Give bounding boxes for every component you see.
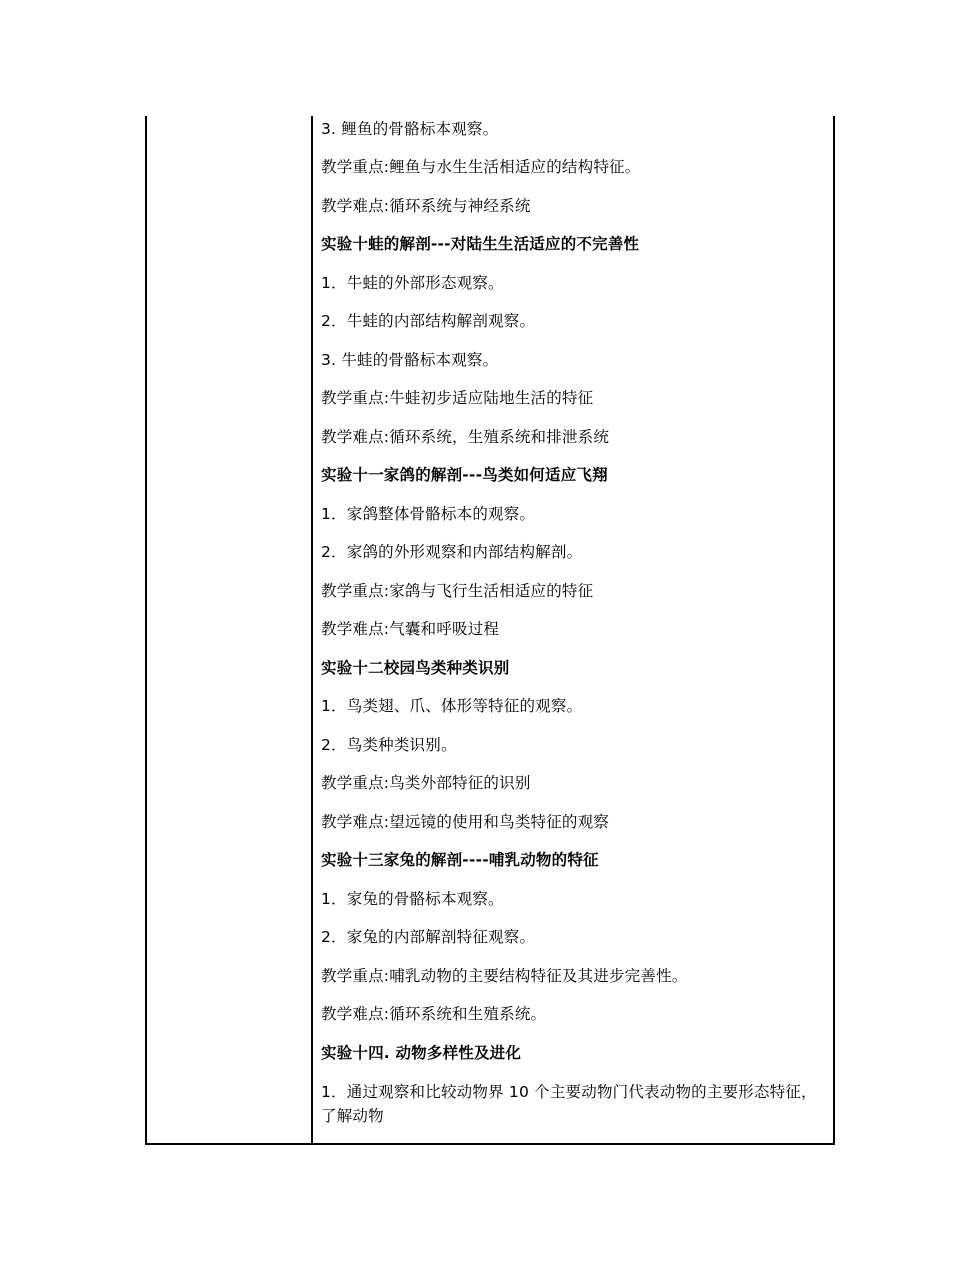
experiment-content-cell	[321, 116, 829, 1132]
text-line: 教学重点:鸟类外部特征的识别	[321, 774, 531, 792]
text-line: 教学重点:哺乳动物的主要结构特征及其进步完善性。	[321, 966, 688, 985]
text-line: 1．家鸽整体骨骼标本的观察。	[321, 504, 536, 523]
experiment-heading: 实验十三家兔的解剖----哺乳动物的特征	[321, 851, 599, 869]
text-line: 教学难点:气囊和呼吸过程	[321, 620, 500, 638]
left-column-cell	[147, 116, 311, 1143]
text-line: 3. 牛蛙的骨骼标本观察。	[321, 350, 499, 369]
experiment-heading: 实验十二校园鸟类种类识别	[321, 658, 510, 677]
text-line: 1．家兔的骨骼标本观察。	[321, 889, 504, 908]
experiment-heading: 实验十蛙的解剖---对陆生生活适应的不完善性	[321, 235, 640, 253]
experiment-heading: 实验十四. 动物多样性及进化	[321, 1043, 522, 1062]
text-line: 2．牛蛙的内部结构解剖观察。	[321, 312, 536, 330]
text-line: 教学难点:循环系统和生殖系统。	[321, 1005, 547, 1023]
text-line: 1．牛蛙的外部形态观察。	[321, 273, 504, 292]
text-line: 2．家鸽的外形观察和内部结构解剖。	[321, 543, 583, 561]
text-line: 教学重点:家鸽与飞行生活相适应的特征	[321, 581, 594, 600]
column-divider	[311, 116, 313, 1143]
text-line: 2．鸟类种类识别。	[321, 735, 457, 754]
text-line: 教学重点:鲤鱼与水生生活相适应的结构特征。	[321, 158, 641, 176]
text-line: 教学难点:循环系统与神经系统	[321, 196, 531, 215]
text-line: 2．家兔的内部解剖特征观察。	[321, 928, 536, 946]
text-line: 教学难点:望远镜的使用和鸟类特征的观察	[321, 812, 610, 831]
text-line: 教学难点:循环系统，生殖系统和排泄系统	[321, 427, 610, 446]
text-line: 教学重点:牛蛙初步适应陆地生活的特征	[321, 389, 594, 407]
course-table	[145, 116, 835, 1145]
text-line: 1．通过观察和比较动物界 10 个主要动物门代表动物的主要形态特征，了解动物	[321, 1083, 817, 1125]
experiment-heading: 实验十一家鸽的解剖---鸟类如何适应飞翔	[321, 466, 608, 484]
text-line: 3. 鲤鱼的骨骼标本观察。	[321, 120, 499, 138]
text-line: 1．鸟类翅、爪、体形等特征的观察。	[321, 697, 583, 715]
